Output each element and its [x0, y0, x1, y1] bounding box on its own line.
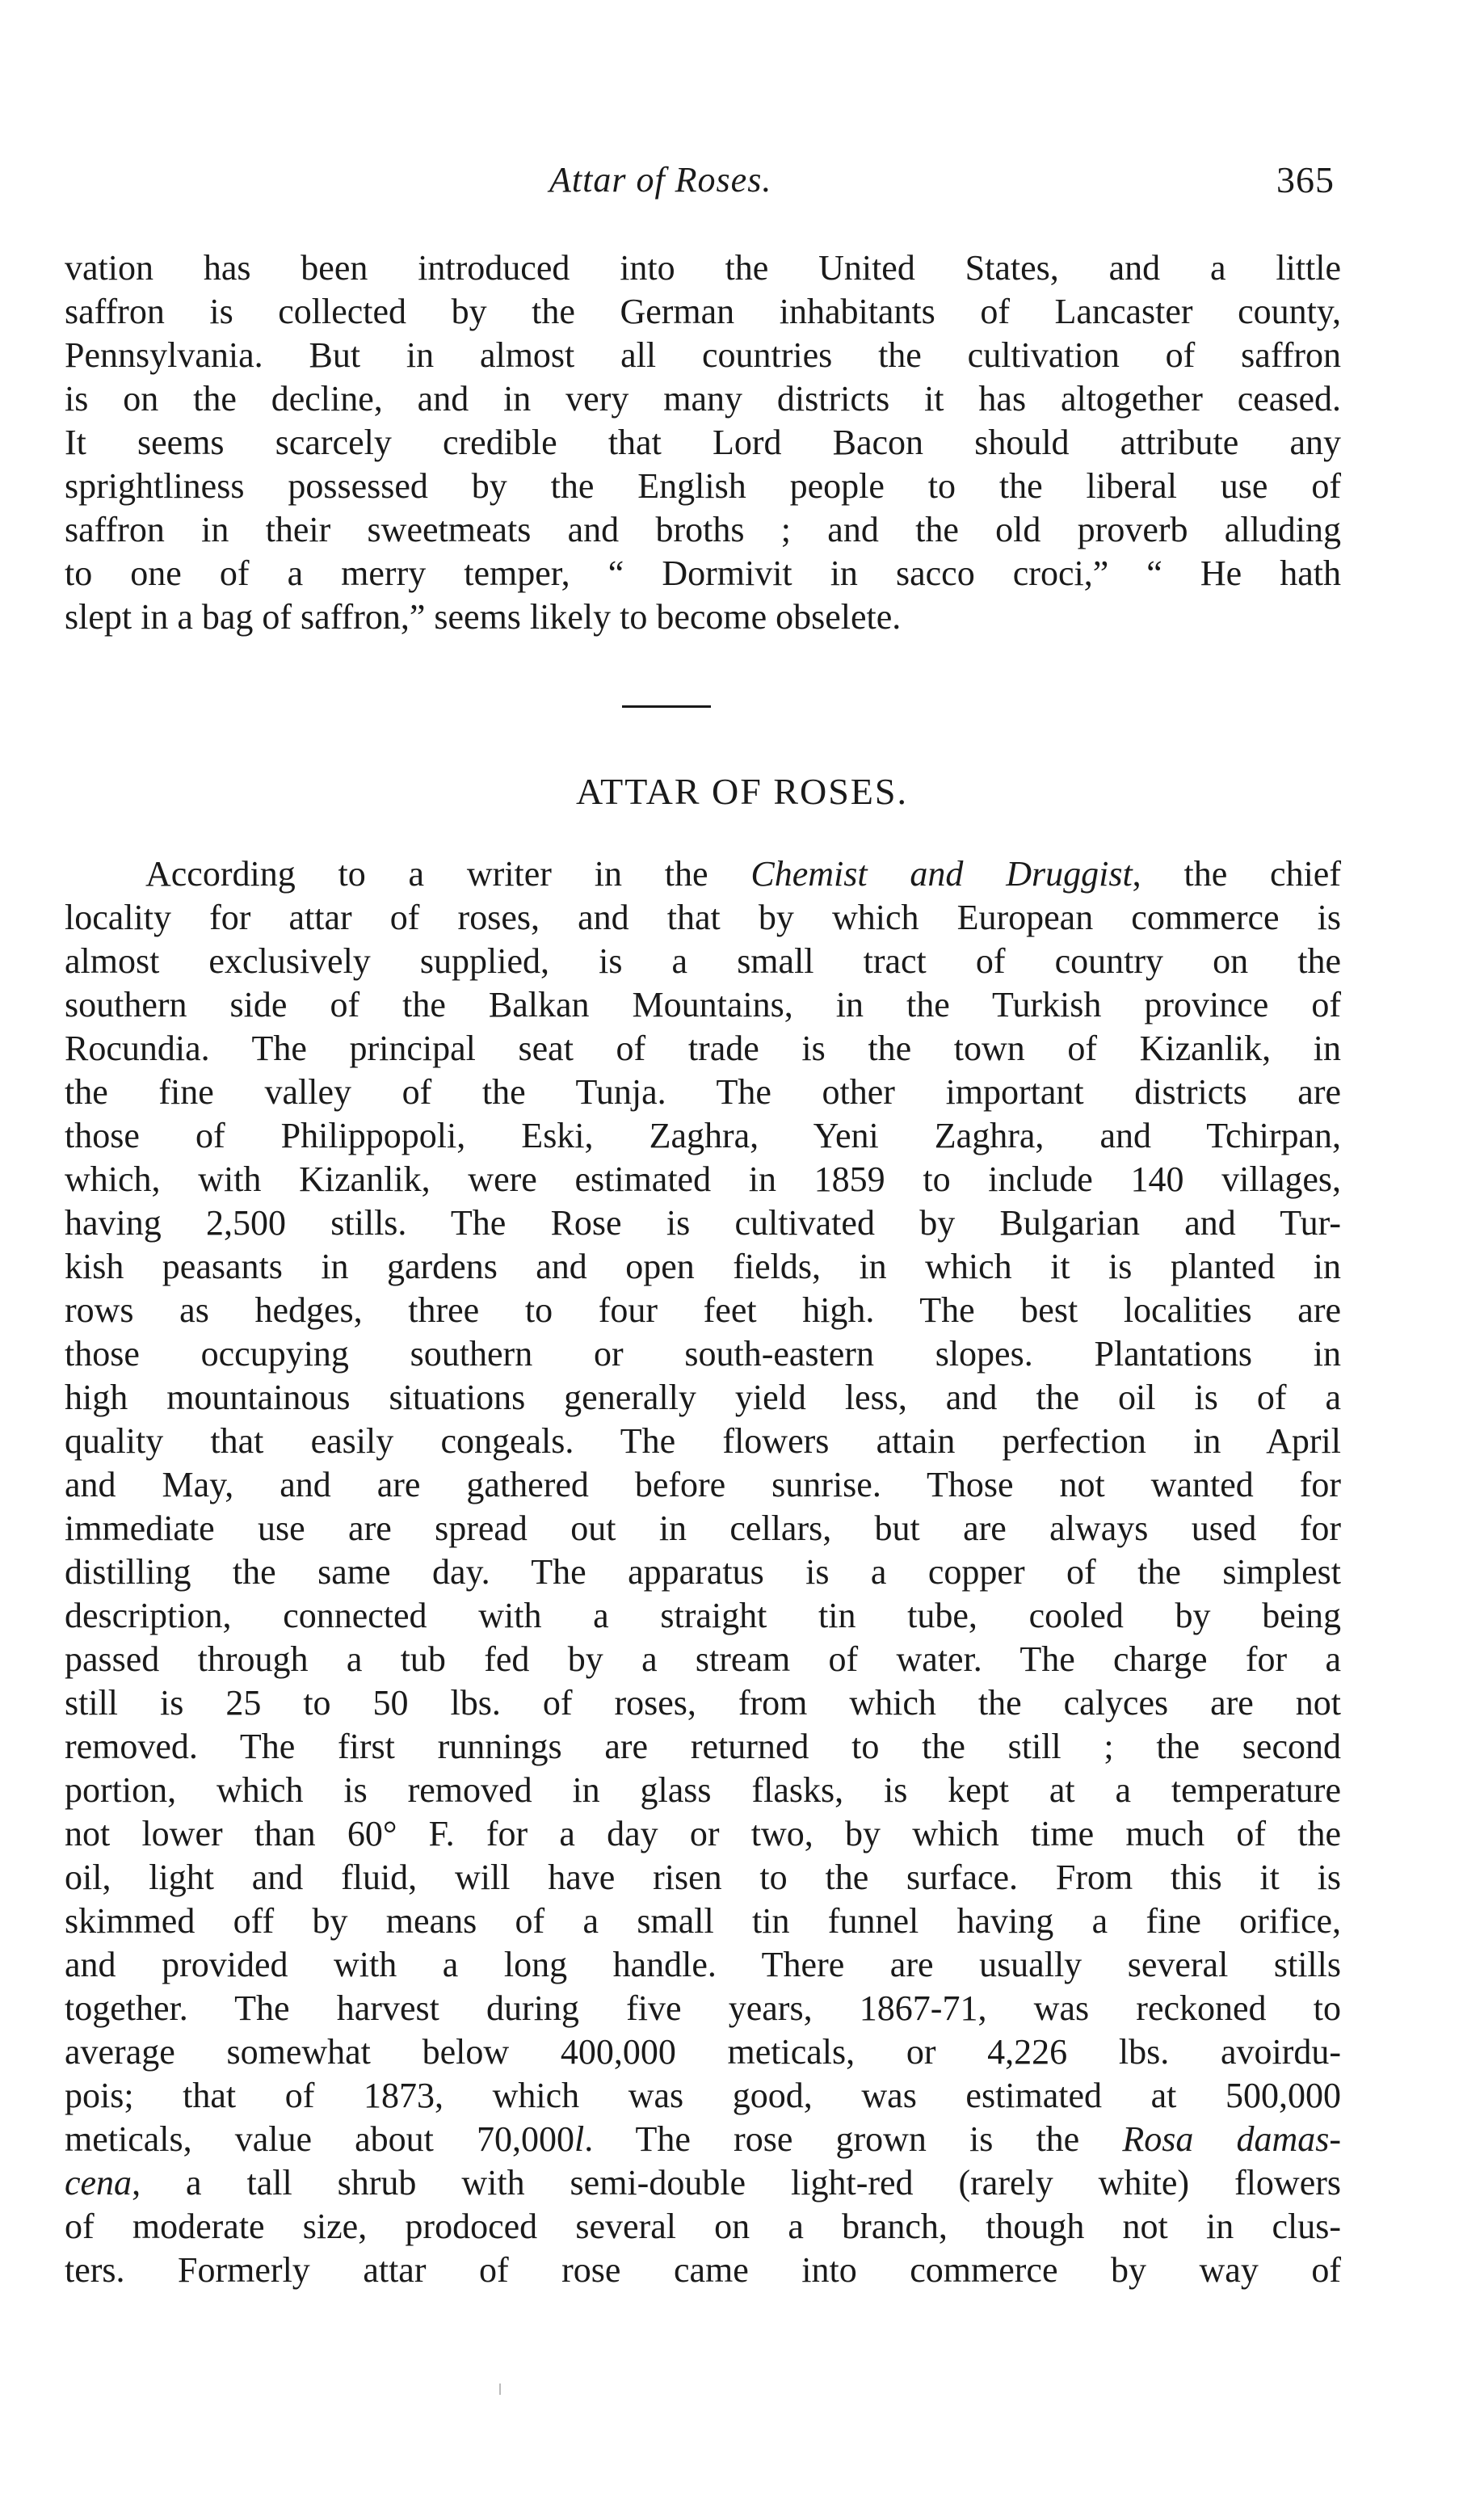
species-name: Rosa damas-	[1122, 2119, 1341, 2159]
text-line: ters. Formerly attar of rose came into commerce by way of	[65, 2250, 1341, 2290]
text-run: meticals, value about 70,000	[65, 2119, 574, 2159]
text-line: together. The harvest during five years, 1867-71, was reckoned to	[65, 1988, 1341, 2028]
text-line: kish peasants in gardens and open fields, in which it is planted in	[65, 1247, 1341, 1286]
running-head	[0, 152, 1484, 208]
text-run: , a tall shrub with semi-double light-red (rarely white) flowers	[132, 2163, 1341, 2203]
text-line: and provided with a long handle. There are usually several stills	[65, 1945, 1341, 1984]
text-line: is on the decline, and in very many districts it has altogether ceased.	[65, 379, 1341, 419]
text-line: removed. The first runnings are returned to the still ; the second	[65, 1727, 1341, 1766]
page-number: 365	[1276, 159, 1335, 200]
species-name-continued: cena	[65, 2163, 132, 2203]
text-line: immediate use are spread out in cellars, but are always used for	[65, 1508, 1341, 1548]
section-divider-rule	[622, 705, 711, 708]
running-title: Attar of Roses.	[549, 160, 772, 200]
text-line: not lower than 60° F. for a day or two, by which time much of the	[65, 1814, 1341, 1853]
text-line-cena	[65, 2161, 1341, 2205]
text-line: southern side of the Balkan Mountains, in the Turkish province of	[65, 985, 1341, 1025]
pound-symbol: l	[574, 2119, 585, 2159]
text-line: average somewhat below 400,000 meticals, or 4,226 lbs. avoirdu-	[65, 2032, 1341, 2072]
text-line: having 2,500 stills. The Rose is cultivated by Bulgarian and Tur-	[65, 1203, 1341, 1243]
text-line: still is 25 to 50 lbs. of roses, from which the calyces are not	[65, 1683, 1341, 1723]
text-line: almost exclusively supplied, is a small tract of country on the	[65, 941, 1341, 981]
text-line: It seems scarcely credible that Lord Bacon should attribute any	[65, 423, 1341, 462]
text-line: locality for attar of roses, and that by which European commerce is	[65, 898, 1341, 937]
text-line: which, with Kizanlik, were estimated in 1859 to include 140 villages,	[65, 1159, 1341, 1199]
publication-title: Chemist and Druggist	[750, 854, 1133, 894]
paper-mark	[499, 2384, 501, 2395]
text-line: high mountainous situations generally yield less, and the oil is of a	[65, 1378, 1341, 1417]
text-line: the fine valley of the Tunja. The other important districts are	[65, 1072, 1341, 1112]
text-line: Pennsylvania. But in almost all countries the cultivation of saffron	[65, 335, 1341, 375]
text-line: slept in a bag of saffron,” seems likely to become obselete.	[65, 597, 902, 637]
text-line-first	[65, 852, 1341, 896]
text-line: those of Philippopoli, Eski, Zaghra, Yeni Zaghra, and Tchirpan,	[65, 1116, 1341, 1155]
text-line: sprightliness possessed by the English people to the liberal use of	[65, 466, 1341, 506]
text-run: . The rose grown is the	[584, 2119, 1123, 2159]
text-line-rosa	[65, 2118, 1341, 2161]
text-line: oil, light and fluid, will have risen to the surface. From this it is	[65, 1858, 1341, 1897]
text-line: to one of a merry temper, “ Dormivit in sacco croci,” “ He hath	[65, 553, 1341, 593]
text-line: and May, and are gathered before sunrise. Those not wanted for	[65, 1465, 1341, 1504]
text-line: description, connected with a straight tin tube, cooled by being	[65, 1596, 1341, 1635]
text-run: According to a writer in the	[145, 854, 751, 894]
text-line: rows as hedges, three to four feet high. The best localities are	[65, 1290, 1341, 1330]
text-line: saffron is collected by the German inhabitants of Lancaster county,	[65, 292, 1341, 331]
main-paragraph	[65, 852, 1341, 2292]
text-line: of moderate size, prodoced several on a branch, though not in clus-	[65, 2207, 1341, 2246]
text-run: , the chief	[1132, 854, 1341, 894]
text-line: portion, which is removed in glass flasks, is kept at a temperature	[65, 1770, 1341, 1810]
text-line: pois; that of 1873, which was good, was estimated at 500,000	[65, 2076, 1341, 2115]
text-line: vation has been introduced into the United States, and a little	[65, 248, 1341, 288]
section-heading: ATTAR OF ROSES.	[575, 771, 908, 812]
text-line: skimmed off by means of a small tin funnel having a fine orifice,	[65, 1901, 1341, 1941]
text-line: those occupying southern or south-eastern slopes. Plantations in	[65, 1334, 1341, 1374]
text-line: passed through a tub fed by a stream of water. The charge for a	[65, 1639, 1341, 1679]
text-line: quality that easily congeals. The flowers attain perfection in April	[65, 1421, 1341, 1461]
text-line: distilling the same day. The apparatus is a copper of the simplest	[65, 1552, 1341, 1592]
text-line: saffron in their sweetmeats and broths ; and the old proverb alluding	[65, 510, 1341, 549]
text-line: Rocundia. The principal seat of trade is the town of Kizanlik, in	[65, 1029, 1341, 1068]
continued-paragraph	[65, 246, 1341, 639]
